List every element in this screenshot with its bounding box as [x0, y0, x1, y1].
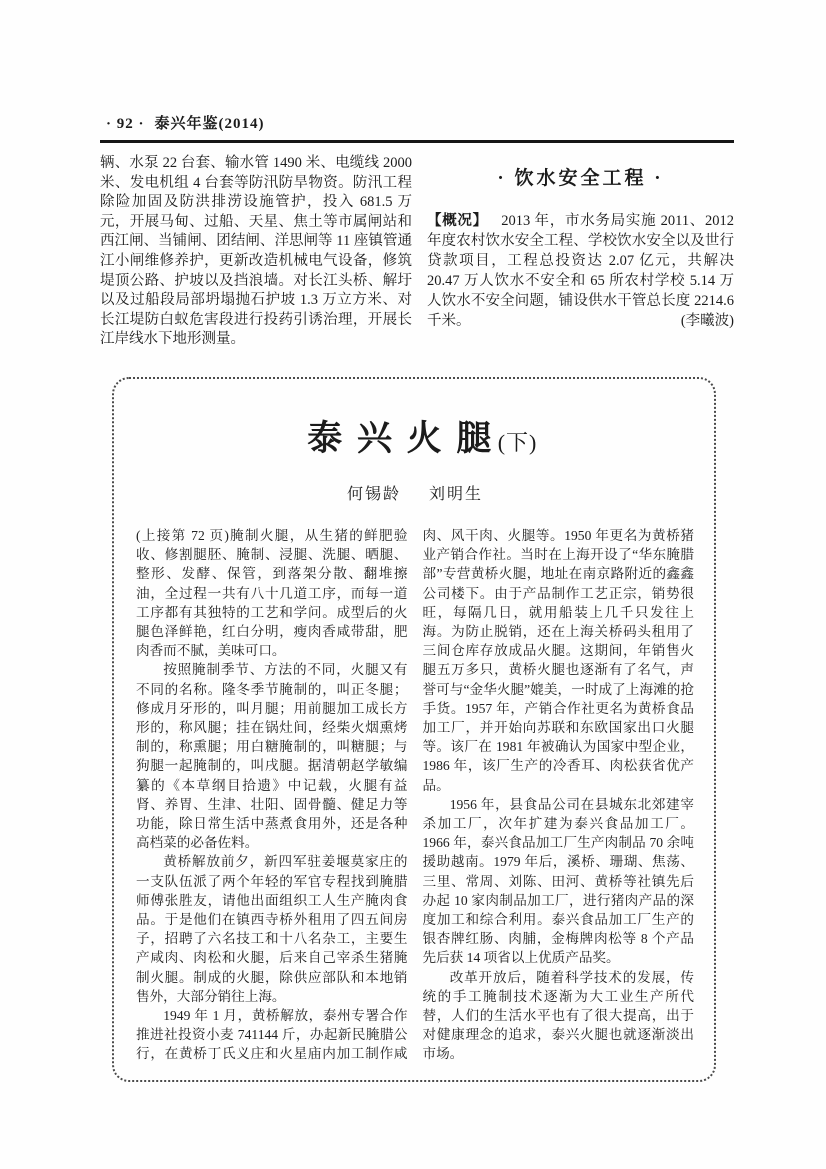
article-paragraph: 1956 年，县食品公司在县城东北郊建宰杀加工厂，次年扩建为泰兴食品加工厂。1966 年，泰兴食品加工厂生产肉制品 70 余吨援助越南。1979 年后，溪桥、珊瑚、焦荡、三里、常周、刘陈、田河、黄桥等社镇先后办起 10 家肉制品加工厂，进行猪肉产品的深度加工和综合利用。泰兴食品加工厂生产的银杏牌红肠、肉脯，金梅牌肉松等 8 个产品先后获 14 项省以上优质产品奖。	[422, 796, 694, 966]
article-paragraph: 1949 年 1 月，黄桥解放，泰州专署合作推进社投资小麦 741144 斤，办起新民腌腊公行，在黄桥丁氏义庄和火星庙内加工制作咸肉、风干肉、火腿等。1950 年更名为黄桥猪业产销合作社。当时在上海开设了“华东腌腊部”专营黄桥火腿，地址在南京路附近的鑫鑫公司楼下。由于产品制作工艺正宗，销势很旺，每隔几日，就用船装上几千只发往上海。为防止脱销，还在上海关桥码头租用了三间仓库存放成品火腿。这期间，年销售火腿五万多只，黄桥火腿也逐渐有了名气，声誉可与“金华火腿”媲美，一时成了上海滩的抢手货。1957 年，产销合作社更名为黄桥食品加工厂，并开始向苏联和东欧国家出口火腿等。该厂在 1981 年被确认为国家中型企业，1986 年，该厂生产的冷香耳、肉松获省优产品。	[136, 527, 694, 1062]
framed-article-box	[112, 377, 716, 1082]
article-body	[136, 526, 694, 1064]
article-paragraph: 改革开放后，随着科学技术的发展，传统的手工腌制技术逐渐为大工业生产所代替，人们的生活水平也有了很大提高，出于对健康理念的追求，泰兴火腿也就逐渐淡出市场。	[422, 969, 694, 1062]
continuation-paragraph: 辆、水泵 22 台套、输水管 1490 米、电缆线 2000 米、发电机组 4 台套等防汛防旱物资。防汛工程除险加固及防洪排涝设施管护，投入 681.5 万元，开展马甸、过船、天星、焦土等市属闸站和西江闸、当铺闸、团结闸、洋思闸等 11 座镇管通江小闸维修养护，更新改造机械电气设备，修筑堤顶公路、护坡以及挡浪墙。对长江头桥、解圩以及过船段局部坍塌抛石护坡 1.3 万立方米、对长江堤防白蚁危害段进行投药引诱治理，开展长江岸线水下地形测量。	[100, 155, 412, 348]
article-title-suffix: (下)	[497, 429, 538, 455]
article-title	[136, 411, 694, 461]
overview-text: 2013 年，市水务局实施 2011、2012 年度农村饮水安全工程、学校饮水安全以及世行贷款项目，工程总投资达 2.07 亿元，共解决 20.47 万人饮水不安全和 65 所农村学校 5.14 万人饮水不安全问题，铺设供水干管总长度 2214.6 千米。	[427, 213, 735, 329]
header-rule	[100, 140, 734, 143]
author-name: 何锡龄	[346, 485, 401, 503]
article-paragraph: 黄桥解放前夕，新四军驻姜堰莫家庄的一支队伍派了两个年轻的军官专程找到腌腊师傅张胜友，请他出面组织工人生产腌肉食品。于是他们在镇西寺桥外租用了四五间房子，招聘了六名技工和十八名杂工，主要生产咸肉、肉松和火腿，后来自己宰杀生猪腌制火腿。制成的火腿，除供应部队和本地销售外，大部分销往上海。	[136, 854, 408, 1004]
article-title-main: 泰兴火腿	[307, 418, 507, 458]
book-title: 泰兴年鉴(2014)	[154, 116, 265, 132]
top-section	[100, 154, 734, 350]
overview-label: 【概况】	[427, 213, 488, 229]
section-title-drinking-water: · 饮水安全工程 ·	[497, 168, 664, 189]
left-column	[100, 154, 412, 350]
article-authors	[136, 481, 694, 504]
page-header	[100, 112, 734, 133]
author-byline: (李曦波)	[680, 313, 734, 329]
overview-paragraph	[427, 211, 734, 331]
article-paragraph: (上接第 72 页)腌制火腿，从生猪的鲜肥验收、修割腿胚、腌制、浸腿、洗腿、晒腿、整形、发酵、保管，到落架分散、翻堆擦油，全过程一共有八十几道工序，而每一道工序都有其独特的工艺和学问。成型后的火腿色泽鲜艳，红白分明，瘦肉香咸带甜，肥肉香而不腻，美味可口。	[136, 527, 408, 659]
article-paragraph: 按照腌制季节、方法的不同，火腿又有不同的名称。隆冬季节腌制的，叫正冬腿；修成月牙形的，叫月腿；用前腿加工成长方形的，称风腿；挂在锅灶间，经柴火烟熏烤制的，称熏腿；用白糖腌制的，叫糖腿；与狗腿一起腌制的，叫戌腿。据清朝赵学敏编纂的《本草纲目拾遗》中记载，火腿有益肾、养胃、生津、壮阳、固骨髓、健足力等功能，除日常生活中蒸煮食用外，还是各种高档菜的必备佐料。	[136, 662, 408, 851]
page-number: · 92 ·	[106, 116, 145, 132]
author-name: 刘明生	[429, 485, 484, 503]
right-column	[427, 154, 734, 350]
